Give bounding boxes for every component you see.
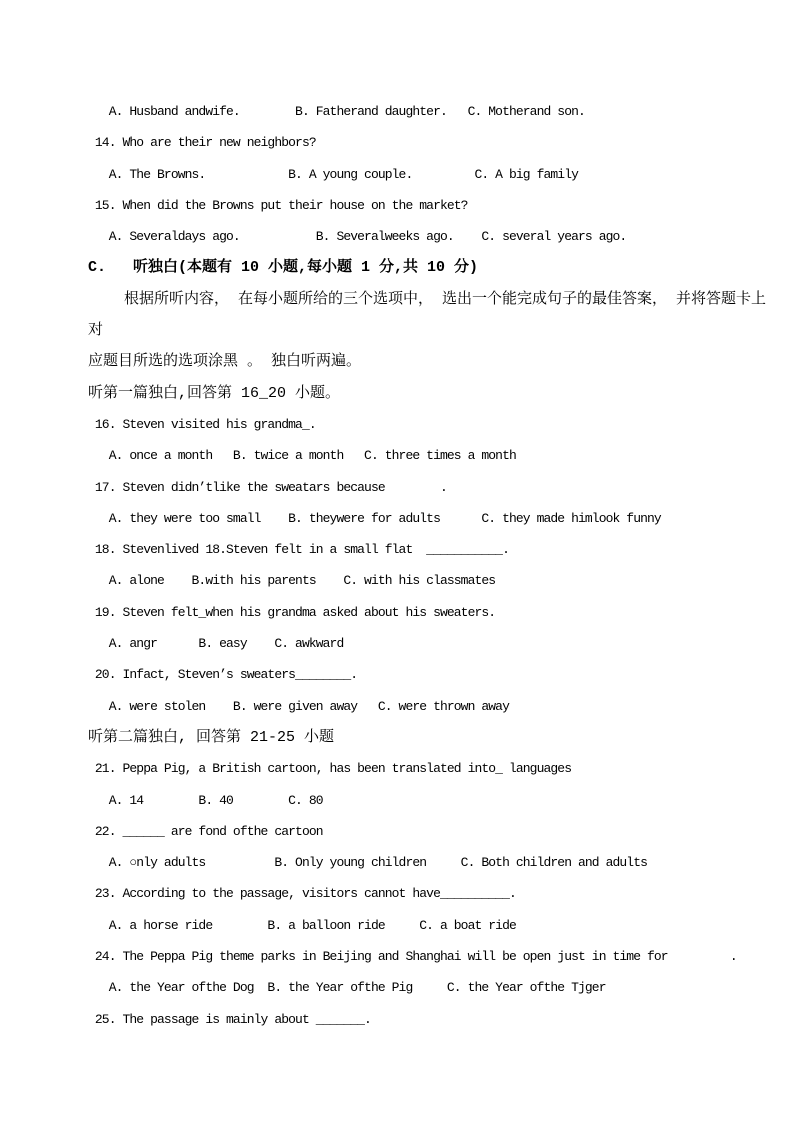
options-row-13: A. Husband andwife. B. Fatherand daughter. C. Motherand son. [88, 104, 585, 119]
options-row-16: A. once a month B. twice a month C. three times a month [88, 448, 516, 464]
question-19: 19. Steven felt_when his grandma asked about his sweaters. [88, 604, 496, 620]
question-24: 24. The Peppa Pig theme parks in Beijing and Shanghai will be open just in time for . [88, 949, 737, 965]
options-row-17: A. they were too small B. theywere for adults C. they made himlook funny [88, 510, 661, 526]
options-row-24: A. the Year ofthe Dog B. the Year ofthe Pig C. the Year ofthe Tjger [88, 980, 606, 996]
section-c-heading: C. 听独白(本题有 10 小题,每小题 1 分,共 10 分) [88, 259, 479, 277]
monologue-2-intro: 听第二篇独白, 回答第 21-25 小题 [88, 728, 335, 746]
question-20: 20. Infact, Steven’s sweaters________. [88, 667, 358, 683]
question-25: 25. The passage is mainly about _______. [88, 1011, 371, 1027]
instructions-line-2: 对 [88, 322, 104, 340]
options-row-14: A. The Browns. B. A young couple. C. A big family [88, 166, 578, 182]
options-row-19: A. angr B. easy C. awkward [88, 636, 344, 652]
question-17: 17. Steven didn’tlike the sweatars because . [88, 479, 447, 495]
question-14: 14. Who are their new neighbors? [88, 135, 316, 151]
options-row-21: A. 14 B. 40 C. 80 [88, 792, 323, 808]
instructions-line-3: 应题目所选的选项涂黑 。 独白听两遍。 [88, 353, 362, 371]
question-21: 21. Peppa Pig, a British cartoon, has been translated into_ languages [88, 761, 572, 777]
options-row-18: A. alone B.with his parents C. with his classmates [88, 573, 496, 589]
options-row-23: A. a horse ride B. a balloon ride C. a boat ride [88, 917, 516, 933]
instructions-line-1: 根据所听内容， 在每小题所给的三个选项中， 选出一个能完成句子的最佳答案， 并将答题卡上 [88, 290, 767, 308]
question-15: 15. When did the Browns put their house on the market? [88, 197, 468, 213]
question-23: 23. According to the passage, visitors cannot have__________. [88, 886, 516, 902]
options-row-20: A. were stolen B. were given away C. were thrown away [88, 698, 509, 714]
monologue-1-intro: 听第一篇独白,回答第 16_20 小题。 [88, 384, 341, 402]
options-row-22: A. ○nly adults B. Only young children C. Both children and adults [88, 855, 648, 871]
question-22: 22. ______ are fond ofthe cartoon [88, 823, 323, 839]
options-row-15: A. Severaldays ago. B. Severalweeks ago. C. several years ago. [88, 229, 627, 245]
question-18: 18. Stevenlived 18.Steven felt in a small flat ___________. [88, 542, 509, 558]
question-16: 16. Steven visited his grandma_. [88, 416, 316, 432]
